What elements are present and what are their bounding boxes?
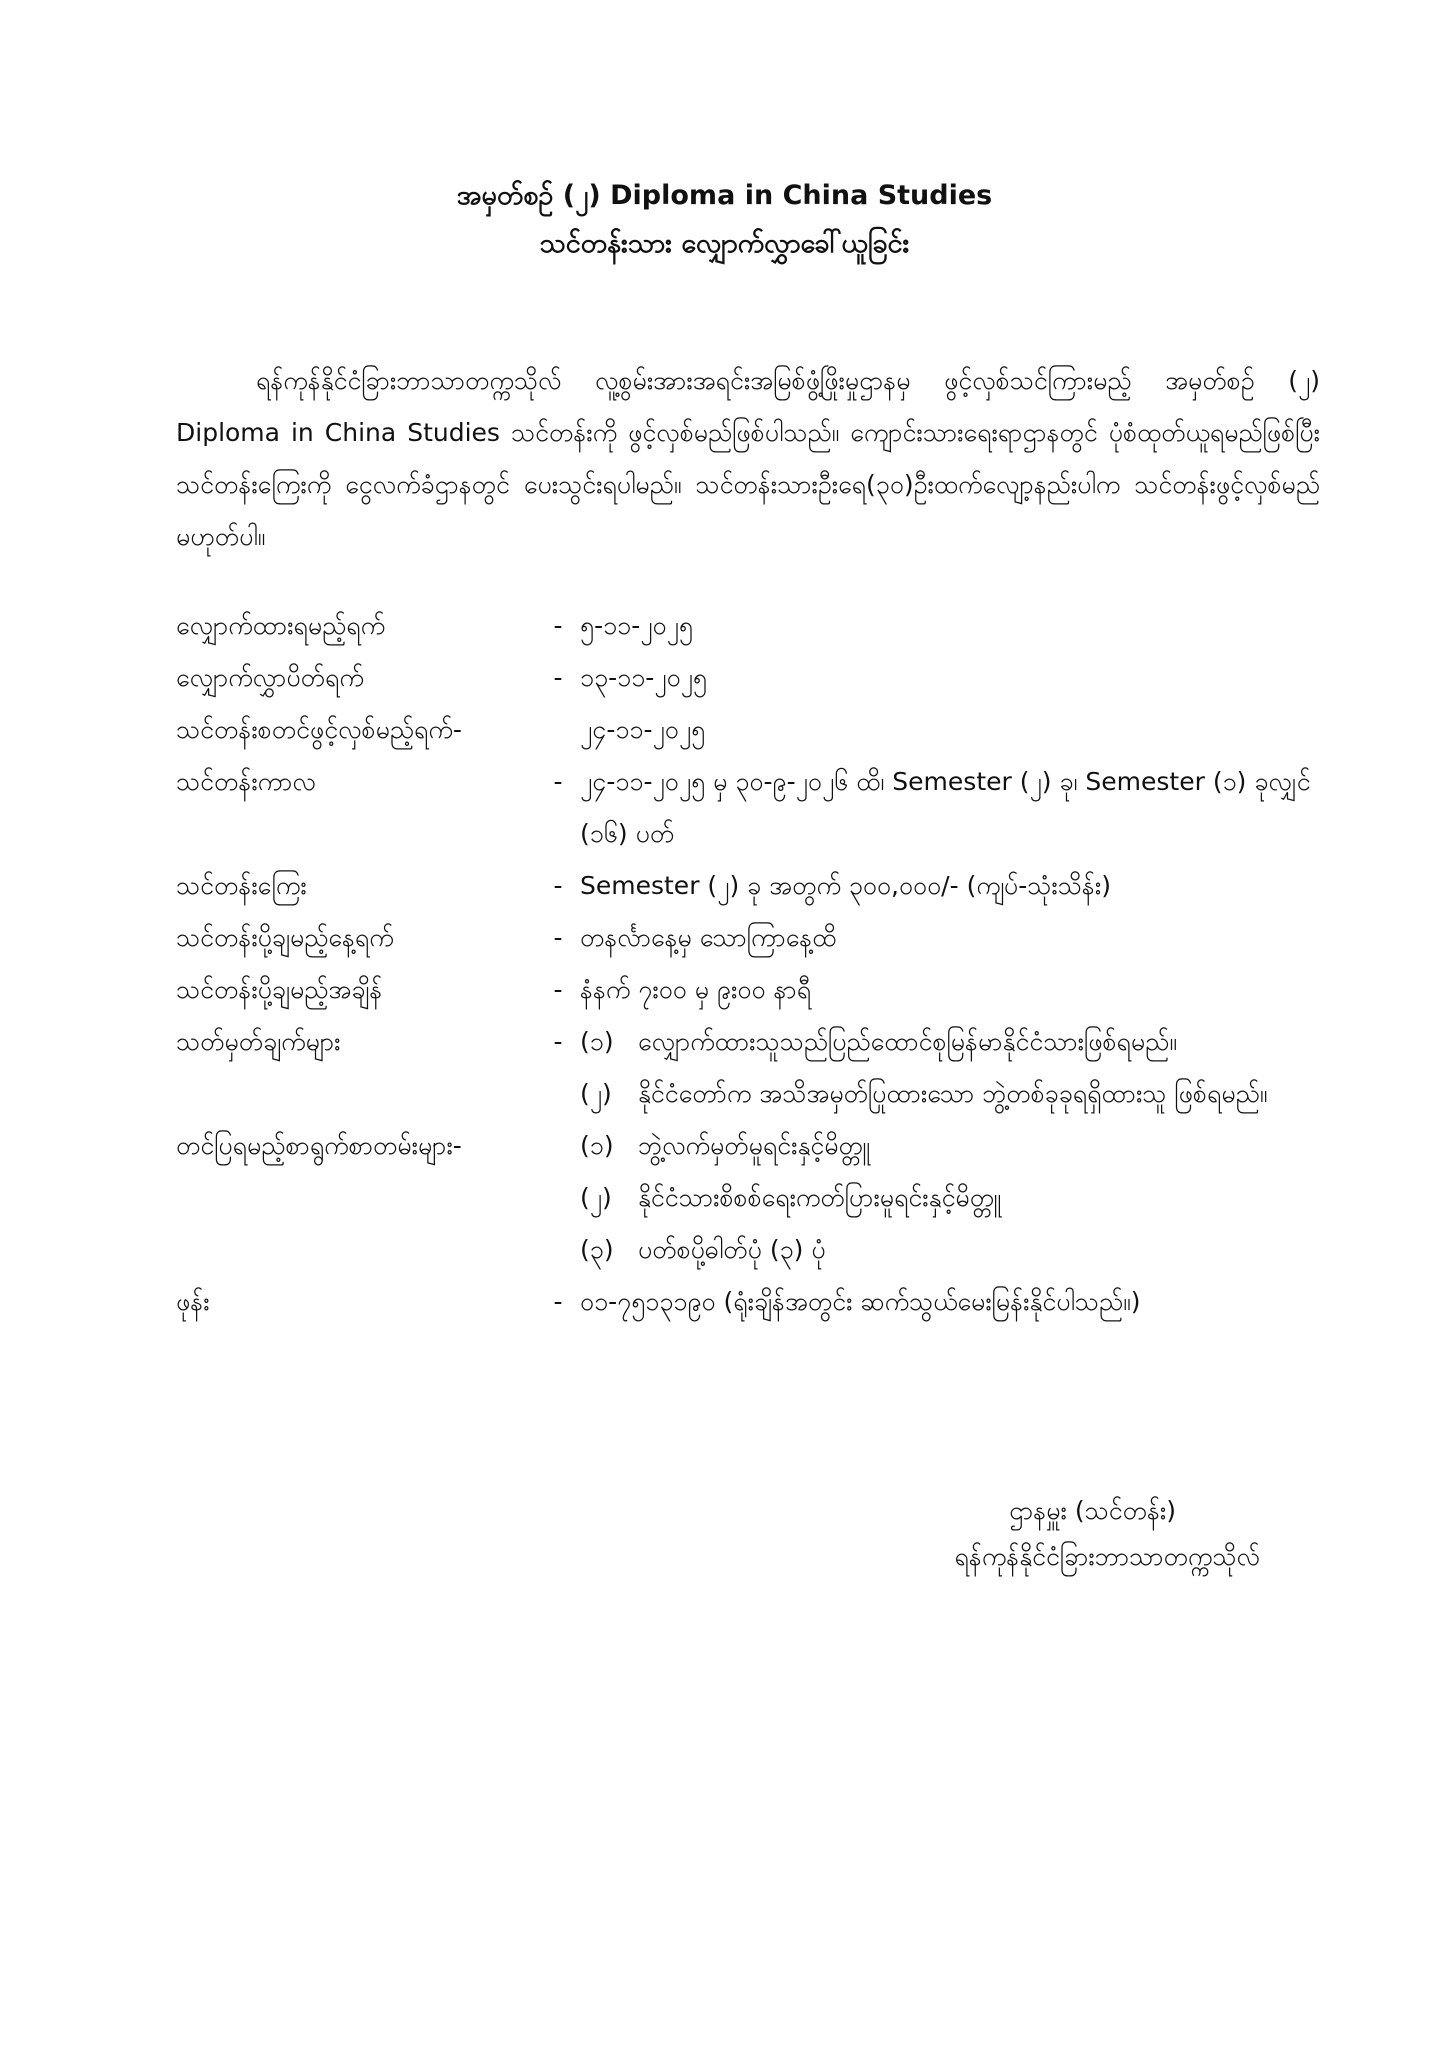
- row-time: [176, 964, 1336, 1016]
- row-value-list: [580, 1016, 1336, 1120]
- row-requirements: [176, 1016, 1336, 1120]
- row-label: လျှောက်လွှာပိတ်ရက်: [176, 663, 364, 692]
- row-days: [176, 912, 1336, 964]
- row-label: တင်ပြရမည့်စာရွက်စာတမ်းများ-: [176, 1131, 462, 1160]
- details-table: [176, 600, 1336, 1328]
- list-item-number: (၂): [580, 1079, 612, 1108]
- row-dash: -: [553, 1287, 563, 1316]
- row-close-date: [176, 652, 1336, 704]
- list-item: [580, 1068, 1336, 1120]
- list-item-number: (၂): [580, 1183, 612, 1212]
- list-item-text: ဘွဲ့လက်မှတ်မူရင်းနှင့်မိတ္တူ: [638, 1131, 871, 1160]
- row-phone: [176, 1276, 1336, 1328]
- list-item-text: လျှောက်ထားသူသည်ပြည်ထောင်စုမြန်မာနိုင်ငံသားဖြစ်ရမည်။: [638, 1027, 1177, 1056]
- list-item: [580, 1016, 1336, 1068]
- row-label: ဖုန်း: [176, 1287, 210, 1316]
- list-item-number: (၁): [580, 1027, 614, 1056]
- row-dash: -: [553, 871, 563, 900]
- list-item-text: နိုင်ငံသားစိစစ်ရေးကတ်ပြားမူရင်းနှင့်မိတ္တူ: [638, 1183, 1002, 1212]
- intro-paragraph: ရန်ကုန်နိုင်ငံခြားဘာသာတက္ကသိုလ် လူ့စွမ်းအားအရင်းအမြစ်ဖွံ့ဖြိုးမှုဌာနမှ ဖွင့်လှစ်သင်ကြားမည့် အမှတ်စဉ် (၂) Diploma in China Studies သင်တန်းကို ဖွင့်လှစ်မည်ဖြစ်ပါသည်။ ကျောင်းသားရေးရာဌာနတွင် ပုံစံထုတ်ယူရမည်ဖြစ်ပြီး သင်တန်းကြေးကို ငွေလက်ခံဌာနတွင် ပေးသွင်းရပါမည်။ သင်တန်းသားဦးရေ(၃၀)ဦးထက်လျော့နည်းပါက သင်တန်းဖွင့်လှစ်မည်မဟုတ်ပါ။: [176, 366, 1320, 551]
- title-line-2: သင်တန်းသား လျှောက်လွှာခေါ်ယူခြင်း: [539, 228, 910, 259]
- row-dash: -: [553, 767, 563, 796]
- list-item: [580, 1120, 1336, 1172]
- row-dash: [536, 704, 580, 756]
- row-dash: -: [553, 663, 563, 692]
- row-duration: [176, 756, 1336, 860]
- signature-title: ဌာနမှူး (သင်တန်း): [1009, 1496, 1176, 1525]
- title-line-1: အမှတ်စဉ် (၂) Diploma in China Studies: [456, 180, 993, 211]
- list-item-number: (၁): [580, 1131, 614, 1160]
- signature-block: [820, 1488, 1260, 1580]
- row-label: သင်တန်းပို့ချမည့်နေ့ရက်: [176, 923, 394, 952]
- row-label: လျှောက်ထားရမည့်ရက်: [176, 611, 386, 640]
- row-label: သင်တန်းစတင်ဖွင့်လှစ်မည့်ရက်-: [176, 715, 462, 744]
- row-value: နံနက် ၇း၀၀ မှ ၉း၀၀ နာရီ: [580, 975, 812, 1004]
- list-item-text: ပတ်စပို့ဓါတ်ပုံ (၃) ပုံ: [638, 1235, 826, 1264]
- row-value: ၂၄-၁၁-၂၀၂၅: [580, 715, 706, 744]
- row-documents: [176, 1120, 1336, 1276]
- row-dash: -: [553, 923, 563, 952]
- row-value-list: [580, 1120, 1336, 1276]
- row-value: ၀၁-၇၅၁၃၁၉၀ (ရုံးချိန်အတွင်း ဆက်သွယ်မေးမြန်းနိုင်ပါသည်။): [580, 1287, 1141, 1316]
- row-value: Semester (၂) ခု အတွက် ၃၀၀,၀၀၀/- (ကျပ်-သုံးသိန်း): [580, 871, 1111, 900]
- row-dash: -: [553, 975, 563, 1004]
- list-item: [580, 1224, 1336, 1276]
- list-item-number: (၃): [580, 1235, 614, 1264]
- row-label: သင်တန်းကြေး: [176, 871, 307, 900]
- row-dash: -: [553, 1027, 563, 1056]
- row-dash: [536, 1120, 580, 1276]
- row-label: သင်တန်းကာလ: [176, 767, 316, 796]
- row-value: ၅-၁၁-၂၀၂၅: [580, 611, 693, 640]
- row-value: ၁၃-၁၁-၂၀၂၅: [580, 663, 707, 692]
- row-apply-date: [176, 600, 1336, 652]
- row-fee: [176, 860, 1336, 912]
- row-start-date: [176, 704, 1336, 756]
- list-item: [580, 1172, 1336, 1224]
- row-value: ၂၄-၁၁-၂၀၂၅ မှ ၃၀-၉-၂၀၂၆ ထိ၊ Semester (၂) ခု၊ Semester (၁) ခုလျှင် (၁၆) ပတ်: [580, 767, 1311, 848]
- list-item-text: နိုင်ငံတော်က အသိအမှတ်ပြုထားသော ဘွဲ့တစ်ခုခုရရှိထားသူ ဖြစ်ရမည်။: [638, 1079, 1268, 1108]
- document-title: [0, 172, 1449, 268]
- row-value: တနင်္လာနေ့မှ သောကြာနေ့ထိ: [580, 923, 837, 952]
- row-label: သင်တန်းပို့ချမည့်အချိန်: [176, 975, 383, 1004]
- row-dash: -: [553, 611, 563, 640]
- row-label: သတ်မှတ်ချက်များ: [176, 1027, 341, 1056]
- signature-organization: ရန်ကုန်နိုင်ငံခြားဘာသာတက္ကသိုလ်: [954, 1542, 1260, 1571]
